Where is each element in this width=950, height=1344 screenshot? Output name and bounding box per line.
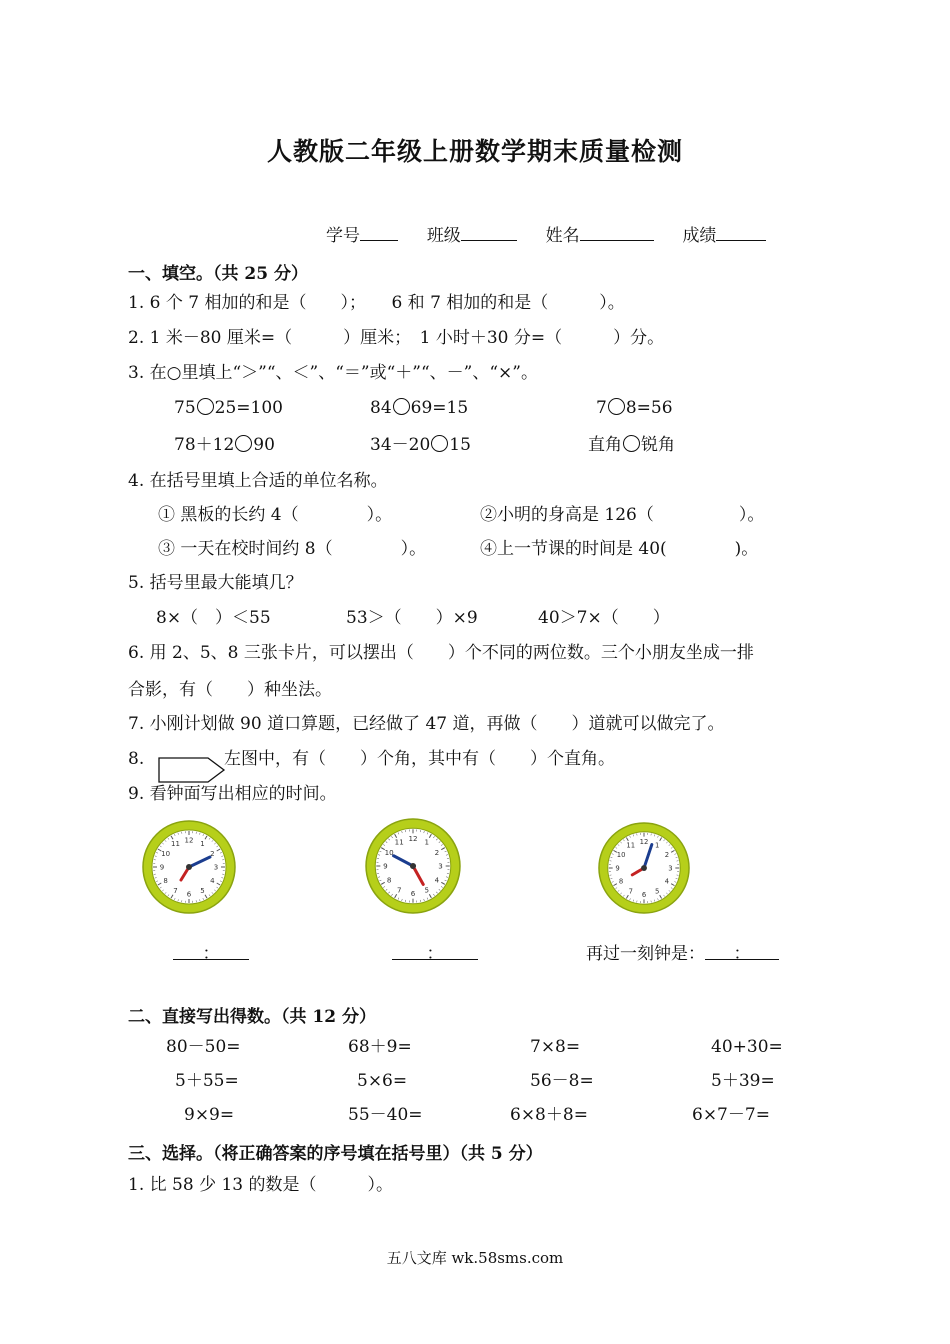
time-blank[interactable]: ： [392, 943, 478, 960]
svg-text:4: 4 [210, 877, 215, 885]
unit-item: ③ 一天在校时间约 8（ ）。 [158, 539, 427, 559]
time-answer-2[interactable] [392, 943, 478, 965]
svg-text:8: 8 [163, 877, 168, 885]
question-1-1: 1. 6 个 7 相加的和是（ ）； 6 和 7 相加的和是（ ）。 [128, 293, 625, 313]
mental-math-item: 5×6= [357, 1071, 408, 1091]
compare-item: 7 8=56 [596, 398, 673, 418]
score-blank[interactable] [716, 224, 766, 241]
unit-item: ②小明的身高是 126（ ）。 [480, 505, 765, 525]
compare-item: 78＋12 90 [174, 435, 275, 455]
time-answer-1[interactable] [173, 943, 249, 965]
question-1-8-number: 8. [128, 749, 145, 769]
question-1-5: 5. 括号里最大能填几？ [128, 573, 303, 593]
svg-text:2: 2 [434, 847, 440, 857]
clock-face-1 [141, 819, 237, 915]
compare-circle[interactable] [431, 435, 448, 452]
class-blank[interactable] [461, 224, 517, 241]
svg-text:8: 8 [386, 875, 392, 885]
student-no-label: 学号 [326, 226, 360, 246]
compare-circle[interactable] [608, 398, 625, 415]
pentagon-arrow-shape [156, 755, 228, 785]
svg-text:6: 6 [410, 889, 416, 899]
svg-text:3: 3 [213, 863, 219, 872]
name-blank[interactable] [580, 224, 654, 241]
time-blank[interactable]: ： [705, 943, 779, 960]
fill-max-item: 40＞7×（ ） [538, 608, 670, 628]
svg-text:7: 7 [628, 887, 633, 896]
svg-text:3: 3 [668, 864, 673, 873]
time-blank[interactable]: ： [173, 943, 249, 960]
svg-text:4: 4 [664, 877, 670, 886]
question-1-7: 7. 小刚计划做 90 道口算题，已经做了 47 道，再做（ ）道就可以做完了。 [128, 714, 725, 734]
svg-text:12: 12 [184, 836, 194, 845]
svg-text:11: 11 [394, 837, 404, 847]
mental-math-item: 55－40= [348, 1105, 423, 1125]
compare-item: 直角 锐角 [588, 435, 675, 455]
svg-text:2: 2 [664, 851, 670, 860]
svg-text:12: 12 [639, 838, 649, 847]
svg-text:8: 8 [618, 877, 624, 886]
question-1-8: 左图中，有（ ）个角，其中有（ ）个直角。 [224, 749, 615, 769]
svg-text:9: 9 [615, 864, 620, 873]
svg-text:5: 5 [655, 887, 660, 896]
section-2-heading: 二、直接写出得数。（共 12 分） [128, 1007, 376, 1027]
svg-text:4: 4 [434, 875, 440, 885]
compare-item: 34－20 15 [370, 435, 471, 455]
question-1-6-line-2: 合影，有（ ）种坐法。 [128, 680, 332, 700]
svg-text:12: 12 [408, 833, 418, 843]
fill-max-item: 8×（ ）＜55 [156, 608, 271, 628]
score-label: 成绩 [682, 226, 717, 246]
clock-face-3 [597, 821, 691, 915]
question-1-4: 4. 在括号里填上合适的单位名称。 [128, 471, 388, 491]
question-1-3: 3. 在○里填上“＞”“、＜”、“＝”或“＋”“、－”、“×”。 [128, 363, 538, 383]
svg-text:9: 9 [383, 861, 388, 871]
question-1-9: 9. 看钟面写出相应的时间。 [128, 784, 337, 804]
svg-text:9: 9 [159, 863, 165, 872]
svg-text:6: 6 [641, 890, 647, 899]
mental-math-item: 5＋55= [175, 1071, 239, 1091]
svg-text:5: 5 [424, 885, 430, 895]
mental-math-item: 7×8= [530, 1037, 581, 1057]
compare-circle[interactable] [197, 398, 214, 415]
compare-item: 75 25=100 [174, 398, 283, 418]
mental-math-item: 9×9= [184, 1105, 235, 1125]
mental-math-item: 40+30= [711, 1037, 783, 1057]
question-3-1: 1. 比 58 少 13 的数是（ ）。 [128, 1175, 394, 1195]
compare-circle[interactable] [393, 398, 410, 415]
question-1-6-line-1: 6. 用 2、5、8 三张卡片，可以摆出（ ）个不同的两位数。三个小朋友坐成一排 [128, 643, 754, 663]
footer-watermark: 五八文库 wk.58sms.com [386, 1249, 564, 1267]
svg-text:11: 11 [171, 840, 180, 849]
fill-max-item: 53＞（ ）×9 [346, 608, 478, 628]
svg-text:1: 1 [655, 841, 660, 850]
svg-text:10: 10 [384, 847, 394, 857]
mental-math-item: 80－50= [166, 1037, 241, 1057]
svg-text:3: 3 [438, 861, 443, 871]
svg-text:10: 10 [616, 851, 626, 860]
svg-text:5: 5 [200, 886, 205, 895]
svg-text:11: 11 [626, 841, 636, 850]
section-1-heading: 一、填空。（共 25 分） [128, 264, 308, 284]
compare-circle[interactable] [235, 435, 252, 452]
svg-text:10: 10 [161, 850, 171, 858]
mental-math-item: 6×8＋8= [510, 1105, 588, 1125]
svg-text:1: 1 [200, 840, 205, 849]
student-info-row [326, 224, 766, 247]
clock-face-2 [364, 817, 462, 915]
class-label: 班级 [426, 226, 461, 246]
unit-item: ① 黑板的长约 4（ ）。 [158, 505, 393, 525]
page-title: 人教版二年级上册数学期末质量检测 [266, 137, 683, 166]
svg-text:7: 7 [173, 886, 178, 895]
svg-text:2: 2 [210, 850, 215, 858]
compare-item: 84 69=15 [370, 398, 469, 418]
mental-math-item: 68＋9= [348, 1037, 412, 1057]
name-label: 姓名 [545, 226, 580, 246]
compare-circle[interactable] [623, 435, 640, 452]
student-no-blank[interactable] [360, 224, 398, 241]
question-1-2: 2. 1 米－80 厘米=（ ）厘米； 1 小时＋30 分=（ ）分。 [128, 328, 665, 348]
quarter-later-label: 再过一刻钟是： [586, 944, 705, 964]
mental-math-item: 6×7－7= [692, 1105, 770, 1125]
svg-text:7: 7 [396, 885, 402, 895]
mental-math-item: 5＋39= [711, 1071, 775, 1091]
unit-item: ④上一节课的时间是 40( )。 [480, 539, 759, 559]
section-3-heading: 三、选择。（将正确答案的序号填在括号里）（共 5 分） [128, 1144, 543, 1164]
svg-text:1: 1 [424, 837, 430, 847]
svg-text:6: 6 [186, 890, 192, 899]
mental-math-item: 56－8= [530, 1071, 594, 1091]
time-answer-3 [586, 943, 779, 965]
